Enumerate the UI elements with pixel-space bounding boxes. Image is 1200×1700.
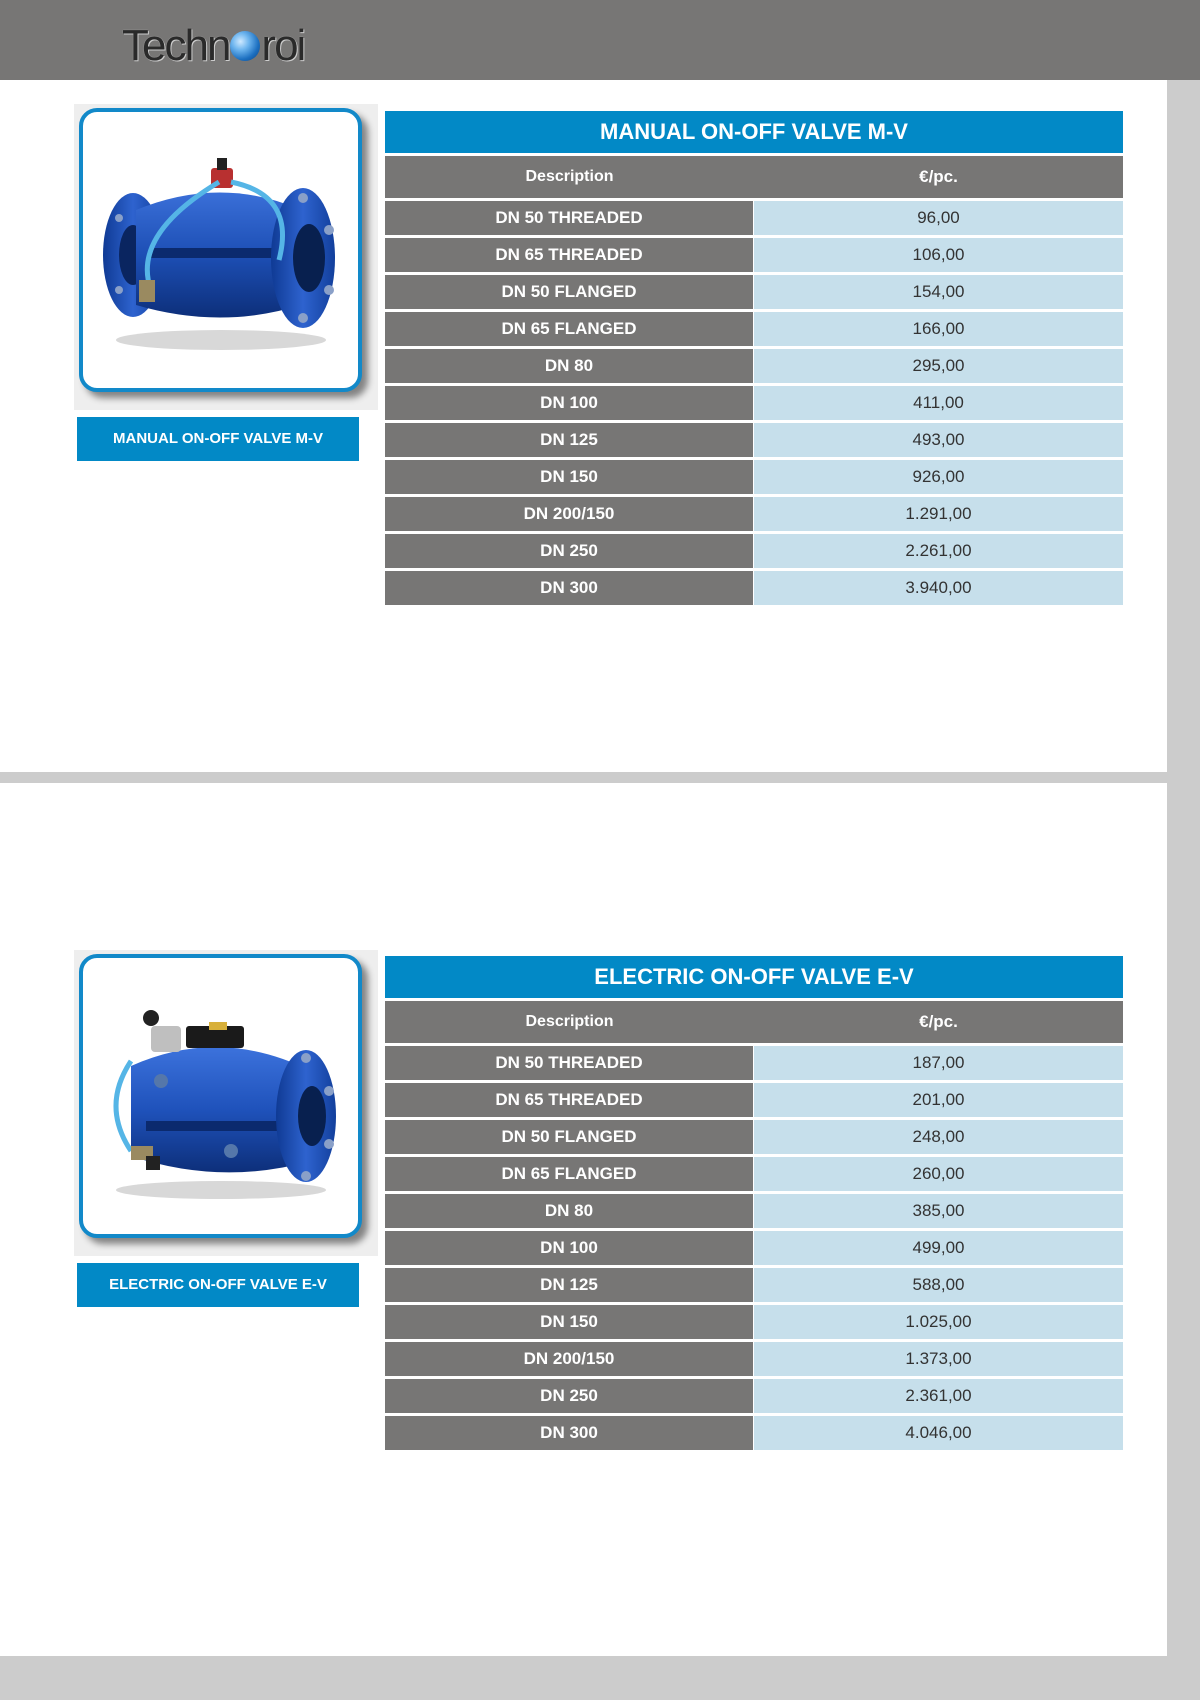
row-price: 4.046,00 (754, 1416, 1123, 1450)
column-header-description: Description (525, 1013, 614, 1030)
table-row (385, 1120, 1123, 1154)
row-price: 295,00 (754, 349, 1123, 383)
row-price: 926,00 (754, 460, 1123, 494)
row-description: DN 65 FLANGED (385, 1157, 754, 1191)
technoroi-logo[interactable] (122, 22, 304, 70)
row-price: 166,00 (754, 312, 1123, 346)
row-price: 493,00 (754, 423, 1123, 457)
row-description: DN 80 (385, 1194, 754, 1228)
table-row (385, 312, 1123, 346)
section-separator (0, 772, 1167, 783)
row-price: 1.025,00 (754, 1305, 1123, 1339)
table-title: ELECTRIC ON-OFF VALVE E-V (385, 956, 1123, 998)
product-photo-card (79, 108, 362, 392)
column-header-price: €/pc. (919, 1012, 958, 1031)
row-description: DN 50 FLANGED (385, 275, 754, 309)
row-description: DN 150 (385, 460, 754, 494)
electric-valve-image (91, 986, 351, 1206)
row-price: 201,00 (754, 1083, 1123, 1117)
row-price: 3.940,00 (754, 571, 1123, 605)
row-description: DN 50 THREADED (385, 201, 754, 235)
table-row (385, 238, 1123, 272)
right-margin-band (1167, 80, 1200, 1700)
product-photo-frame (74, 104, 378, 410)
table-row (385, 349, 1123, 383)
row-description: DN 150 (385, 1305, 754, 1339)
row-price: 385,00 (754, 1194, 1123, 1228)
row-price: 1.373,00 (754, 1342, 1123, 1376)
row-description: DN 125 (385, 423, 754, 457)
table-row (385, 1268, 1123, 1302)
table-row (385, 1083, 1123, 1117)
table-row (385, 423, 1123, 457)
header-bar (0, 0, 1200, 80)
table-row (385, 386, 1123, 420)
row-price: 2.261,00 (754, 534, 1123, 568)
row-description: DN 100 (385, 1231, 754, 1265)
row-price: 248,00 (754, 1120, 1123, 1154)
column-header-price: €/pc. (919, 167, 958, 186)
table-row (385, 1157, 1123, 1191)
table-row (385, 1342, 1123, 1376)
table-row (385, 1416, 1123, 1450)
row-price: 499,00 (754, 1231, 1123, 1265)
row-price: 154,00 (754, 275, 1123, 309)
row-description: DN 50 FLANGED (385, 1120, 754, 1154)
price-table (385, 111, 1123, 608)
table-row (385, 275, 1123, 309)
row-description: DN 300 (385, 571, 754, 605)
row-description: DN 200/150 (385, 1342, 754, 1376)
table-header (385, 1001, 1123, 1043)
logo-text-right: roi (261, 21, 305, 70)
row-description: DN 65 FLANGED (385, 312, 754, 346)
row-price: 96,00 (754, 201, 1123, 235)
row-description: DN 300 (385, 1416, 754, 1450)
column-header-description: Description (525, 168, 614, 185)
product-photo-card (79, 954, 362, 1238)
manual-valve-image (91, 140, 351, 360)
row-description: DN 100 (385, 386, 754, 420)
row-description: DN 200/150 (385, 497, 754, 531)
table-row (385, 1305, 1123, 1339)
table-row (385, 497, 1123, 531)
row-description: DN 50 THREADED (385, 1046, 754, 1080)
table-row (385, 534, 1123, 568)
product-caption: ELECTRIC ON-OFF VALVE E-V (77, 1263, 359, 1307)
row-price: 106,00 (754, 238, 1123, 272)
row-price: 1.291,00 (754, 497, 1123, 531)
table-row (385, 571, 1123, 605)
product-photo-frame (74, 950, 378, 1256)
price-table (385, 956, 1123, 1453)
row-description: DN 125 (385, 1268, 754, 1302)
row-price: 260,00 (754, 1157, 1123, 1191)
table-row (385, 1046, 1123, 1080)
globe-icon (230, 31, 260, 61)
table-title: MANUAL ON-OFF VALVE M-V (385, 111, 1123, 153)
table-row (385, 1231, 1123, 1265)
table-row (385, 1194, 1123, 1228)
table-header (385, 156, 1123, 198)
table-row (385, 460, 1123, 494)
table-row (385, 1379, 1123, 1413)
row-price: 187,00 (754, 1046, 1123, 1080)
row-price: 2.361,00 (754, 1379, 1123, 1413)
table-row (385, 201, 1123, 235)
bottom-margin-band (0, 1656, 1200, 1700)
row-description: DN 80 (385, 349, 754, 383)
row-description: DN 250 (385, 1379, 754, 1413)
row-description: DN 65 THREADED (385, 1083, 754, 1117)
row-price: 411,00 (754, 386, 1123, 420)
product-caption: MANUAL ON-OFF VALVE M-V (77, 417, 359, 461)
logo-text-left: Techn (122, 21, 230, 70)
row-price: 588,00 (754, 1268, 1123, 1302)
row-description: DN 250 (385, 534, 754, 568)
row-description: DN 65 THREADED (385, 238, 754, 272)
